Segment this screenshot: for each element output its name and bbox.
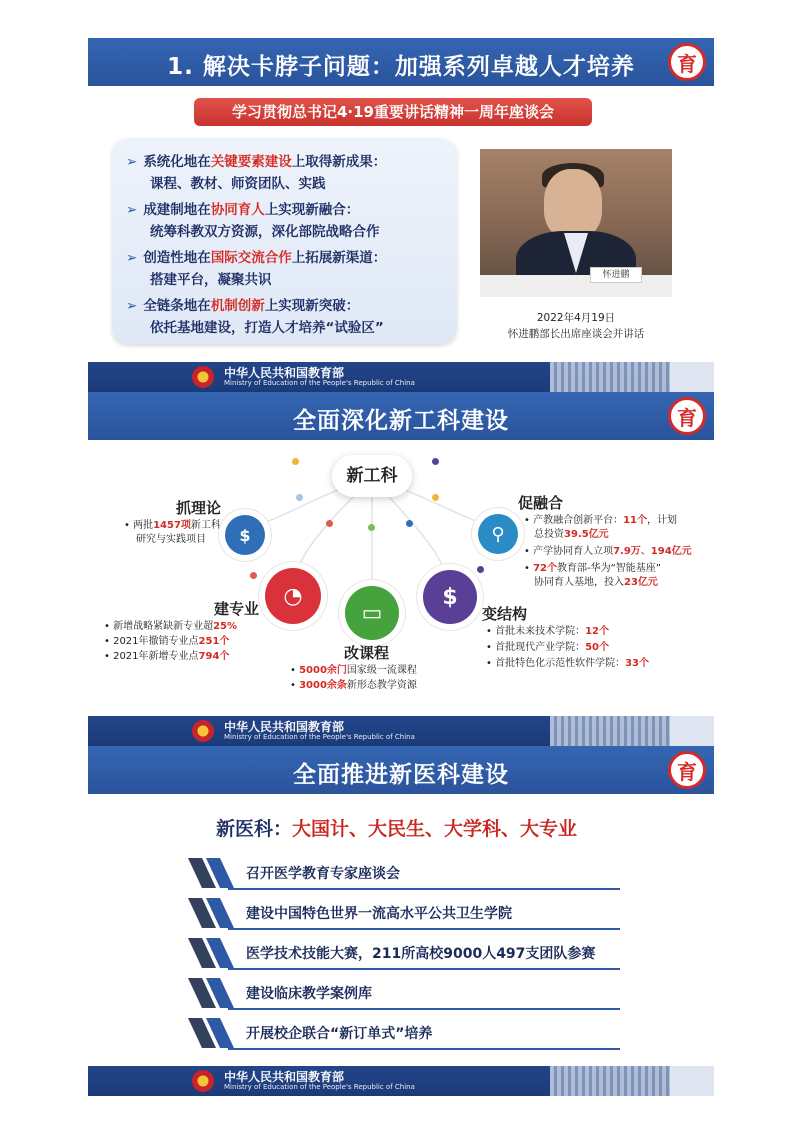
label-bianjiegou: 变结构 <box>482 605 528 623</box>
detail-jianzhuanye-3: • 2021年新增专业点794个 <box>104 651 230 662</box>
minister-photo <box>480 149 672 297</box>
credit-card-lock-icon: ▭ <box>345 586 399 640</box>
footer-en: Ministry of Education of the People's Republic of China <box>224 379 415 387</box>
label-cuoronghe: 促融合 <box>518 494 564 512</box>
deco-dot <box>368 524 375 531</box>
detail-gaikecheng-1: • 5000余门国家级一流课程 <box>290 665 417 676</box>
section2-header <box>88 392 714 440</box>
national-emblem-icon <box>192 720 214 742</box>
bullet-2-post: 上实现新融合： <box>264 202 360 218</box>
bullet-2-line2: 统筹科教双方资源，深化部院战略合作 <box>150 224 380 240</box>
building-image <box>550 1066 670 1096</box>
double-chevron-icon <box>188 1018 234 1048</box>
detail-cuoronghe-3: • 产学协同育人立项7.9万、194亿元 <box>524 546 692 557</box>
list-item <box>188 856 620 890</box>
bullet-2-highlight: 协同育人 <box>210 202 265 218</box>
bullet-4-post: 上实现新突破： <box>264 298 360 314</box>
footer-en: Ministry of Education of the People's Republic of China <box>224 1083 415 1091</box>
pie-chart-icon: ◔ <box>265 568 321 624</box>
meeting-subtitle: 学习贯彻总书记4·19重要讲话精神一周年座谈会 <box>194 98 592 126</box>
detail-cuoronghe-2: 总投资39.5亿元 <box>534 529 609 540</box>
detail-bianjiegou-2: • 首批现代产业学院：50个 <box>486 642 609 653</box>
arrow-icon: ➢ <box>126 202 138 218</box>
detail-zhualilun-1: • 两批1457项新工科 <box>124 520 221 531</box>
bullet-3-post: 上拓展新渠道： <box>291 250 387 266</box>
list-item <box>188 1016 620 1050</box>
university-logo-icon: 育 <box>668 397 706 435</box>
label-jianzhuanye: 建专业 <box>214 600 260 618</box>
footer-banner-1 <box>88 362 714 392</box>
double-chevron-icon <box>188 978 234 1008</box>
photo-caption-date: 2022年4月19日 <box>536 312 616 324</box>
label-zhualilun: 抓理论 <box>176 499 222 517</box>
deco-dot <box>406 520 413 527</box>
section1-header <box>88 38 714 86</box>
deco-dot <box>296 494 303 501</box>
list-item-text: 建设临床教学案例库 <box>246 986 372 1002</box>
bullet-1-line2: 课程、教材、师资团队、实践 <box>150 176 326 192</box>
detail-gaikecheng-2: • 3000余条新形态教学资源 <box>290 680 417 691</box>
double-chevron-icon <box>188 858 234 888</box>
footer-en: Ministry of Education of the People's Republic of China <box>224 733 415 741</box>
bullet-4-line2: 依托基地建设，打造人才培养“试验区” <box>150 320 384 336</box>
list-item <box>188 976 620 1010</box>
bullet-4-highlight: 机制创新 <box>210 298 265 314</box>
detail-bianjiegou-3: • 首批特色化示范性软件学院：33个 <box>486 658 649 669</box>
national-emblem-icon <box>192 1070 214 1092</box>
deco-dot <box>326 520 333 527</box>
search-analysis-icon: ⚲ <box>478 514 518 554</box>
bullet-1-post: 上取得新成果： <box>291 154 387 170</box>
bullet-3-line1 <box>126 246 386 266</box>
arrow-icon: ➢ <box>126 298 138 314</box>
double-chevron-icon <box>188 898 234 928</box>
bullet-2-pre: 成建制地在 <box>143 202 211 218</box>
bullet-4-line1 <box>126 294 359 314</box>
arrow-icon: ➢ <box>126 154 138 170</box>
footer-cn: 中华人民共和国教育部 <box>224 366 345 380</box>
list-item <box>188 896 620 930</box>
deco-dot <box>292 458 299 465</box>
detail-zhualilun-2: 研究与实践项目 <box>136 534 206 545</box>
deco-dot <box>432 458 439 465</box>
detail-cuoronghe-4: • 72个教育部-华为“智能基座” <box>524 563 661 574</box>
photo-caption-text: 怀进鹏部长出席座谈会并讲话 <box>507 328 645 340</box>
list-item-text: 开展校企联合“新订单式”培养 <box>246 1026 433 1042</box>
section1-title: 1. 解决卡脖子问题：加强系列卓越人才培养 <box>167 54 635 80</box>
bullet-2-line1 <box>126 198 359 218</box>
bullet-1-highlight: 关键要素建设 <box>210 154 292 170</box>
building-image <box>550 716 670 746</box>
detail-jianzhuanye-1: • 新增战略紧缺新专业超25% <box>104 621 238 632</box>
university-logo-icon: 育 <box>668 751 706 789</box>
deco-dot <box>477 566 484 573</box>
building-image <box>550 362 670 392</box>
slogan-prefix: 新医科： <box>215 818 292 840</box>
arrow-icon: ➢ <box>126 250 138 266</box>
bullet-3-line2: 搭建平台，凝聚共识 <box>150 272 272 288</box>
medical-slogan <box>0 814 793 841</box>
bullet-3-pre: 创造性地在 <box>143 250 211 266</box>
national-emblem-icon <box>192 366 214 388</box>
hub-new-engineering: 新工科 <box>332 455 412 497</box>
section2-title: 全面深化新工科建设 <box>293 408 509 434</box>
detail-cuoronghe-1: • 产教融合创新平台：11个，计划 <box>524 515 677 526</box>
bullet-1-pre: 系统化地在 <box>143 154 211 170</box>
detail-jianzhuanye-2: • 2021年撤销专业点251个 <box>104 636 230 647</box>
double-chevron-icon <box>188 938 234 968</box>
bullet-4-pre: 全链条地在 <box>143 298 211 314</box>
shield-dollar-icon: $ <box>423 570 477 624</box>
slogan-highlight: 大国计、大民生、大学科、大专业 <box>292 818 578 840</box>
deco-dot <box>250 572 257 579</box>
bullet-3-highlight: 国际交流合作 <box>210 250 292 266</box>
section3-header <box>88 746 714 794</box>
list-item-text: 医学技术技能大赛，211所高校9000人497支团队参赛 <box>246 946 596 962</box>
list-item-text: 召开医学教育专家座谈会 <box>246 866 400 882</box>
detail-cuoronghe-5: 协同育人基地，投入23亿元 <box>534 577 658 588</box>
section3-title: 全面推进新医科建设 <box>293 762 509 788</box>
footer-banner-2 <box>88 716 714 746</box>
university-logo-icon: 育 <box>668 43 706 81</box>
bullet-1-line1 <box>126 150 386 170</box>
deco-dot <box>432 494 439 501</box>
label-gaikecheng: 改课程 <box>344 644 390 662</box>
nameplate: 怀进鹏 <box>590 267 642 283</box>
footer-cn: 中华人民共和国教育部 <box>224 1070 345 1084</box>
list-item-text: 建设中国特色世界一流高水平公共卫生学院 <box>246 906 512 922</box>
list-item <box>188 936 620 970</box>
footer-banner-3 <box>88 1066 714 1096</box>
detail-bianjiegou-1: • 首批未来技术学院：12个 <box>486 626 609 637</box>
footer-cn: 中华人民共和国教育部 <box>224 720 345 734</box>
money-card-icon: $ <box>225 515 265 555</box>
